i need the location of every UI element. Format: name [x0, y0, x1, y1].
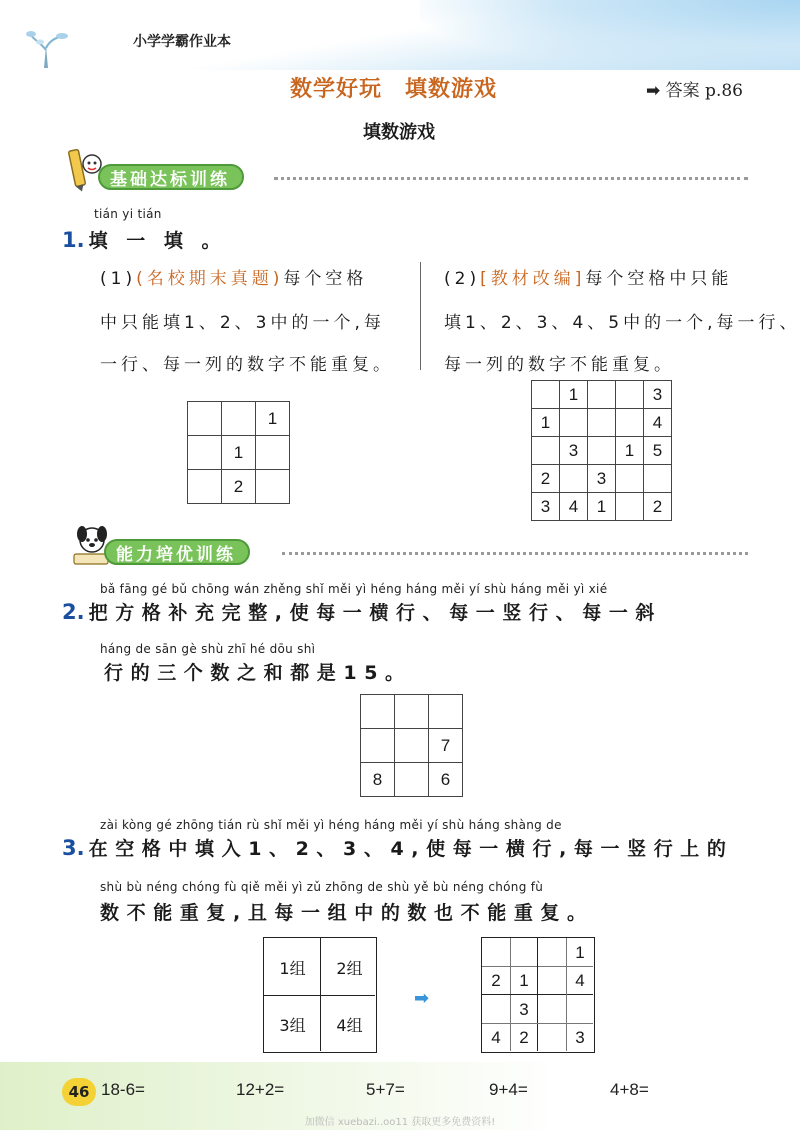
grid-cell: 4 — [491, 1028, 501, 1047]
grid-cell — [588, 409, 616, 437]
q3-pinyin-line1: zài kòng gé zhōng tián rù shǐ měi yì héng háng měi yí shù háng shàng de — [100, 818, 562, 832]
grid-cell: 3 — [532, 493, 560, 521]
q1-part2-line3: 每一列的数字不能重复。 — [444, 355, 675, 375]
grid-cell — [616, 409, 644, 437]
tree-icon — [22, 28, 72, 70]
grid-row — [188, 436, 290, 470]
grid-cell — [588, 381, 616, 409]
grid-cell — [256, 470, 290, 504]
arrow-right-icon: ➡ — [646, 81, 661, 101]
grid-cell: 1 — [588, 493, 616, 521]
grid-cell — [482, 995, 510, 1024]
q1-part2-line1 — [444, 264, 732, 289]
grid-cell: 3 — [575, 1028, 585, 1047]
series-title: 小学学霸作业本 — [133, 34, 231, 50]
grid-cell — [222, 402, 256, 436]
q1-number: 1. — [62, 228, 85, 252]
grid-row — [532, 381, 672, 409]
top-band — [0, 0, 800, 70]
grid-cell — [429, 695, 463, 729]
group-1-label: 1组 — [279, 958, 306, 978]
grid-cell — [482, 938, 510, 967]
section-basic-banner — [98, 161, 244, 193]
grid-cell — [395, 729, 429, 763]
grid-cell — [361, 729, 395, 763]
grid-cell: 2 — [644, 493, 672, 521]
group-line — [482, 994, 593, 995]
grid-cell: 2 — [491, 971, 501, 990]
grid-cell — [616, 493, 644, 521]
group-divider-horizontal — [264, 995, 375, 996]
q1-part1-line3: 一行、每一列的数字不能重复。 — [100, 355, 394, 375]
q3-line1 — [62, 834, 734, 861]
q1-part1-label: (1) — [100, 269, 137, 289]
grid-row — [532, 465, 672, 493]
q3-answer-grid — [481, 937, 595, 1053]
q1-column-divider — [420, 262, 421, 370]
grid-row — [361, 763, 463, 797]
q3-text1: 在空格中填入1、2、3、4,使每一横行,每一竖行上的 — [88, 838, 734, 860]
grid-cell: 7 — [429, 729, 463, 763]
q2-text1: 把方格补充完整,使每一横行、每一竖行、每一斜 — [88, 602, 663, 624]
q3-pinyin-line2: shù bù néng chóng fù qiě měi yì zǔ zhōng de shù yě bù néng chóng fù — [100, 880, 544, 894]
grid-cell — [532, 437, 560, 465]
q2-pinyin-line2: háng de sān gè shù zhī hé dōu shì — [100, 642, 316, 656]
calc-item: 4+8= — [610, 1080, 649, 1099]
calc-item: 18-6= — [101, 1080, 145, 1099]
grid-cell: 1 — [532, 409, 560, 437]
grid-cell: 2 — [532, 465, 560, 493]
grid-cell: 2 — [519, 1028, 529, 1047]
grid-cell: 3 — [519, 999, 529, 1019]
q1-part2-line2: 填1、2、3、4、5中的一个,每一行、 — [444, 313, 800, 333]
q1-part1-source: (名校期末真题) — [136, 269, 284, 289]
grid-cell: 6 — [429, 763, 463, 797]
q3-line2: 数不能重复,且每一组中的数也不能重复。 — [100, 902, 594, 924]
grid-cell: 1 — [256, 402, 290, 436]
grid-cell: 1 — [616, 437, 644, 465]
q1-part2-source: [教材改编] — [480, 269, 586, 289]
grid-row — [361, 729, 463, 763]
q1-part1-line1 — [100, 264, 367, 289]
header-title: 数学好玩 填数游戏 — [290, 77, 498, 102]
q1-part1-line2: 中只能填1、2、3中的一个,每 — [100, 313, 385, 333]
grid-cell — [566, 995, 594, 1024]
q1-text: 填 一 填 。 — [88, 230, 227, 252]
grid-cell: 3 — [560, 437, 588, 465]
q1-title — [62, 226, 226, 253]
grid-cell — [188, 470, 222, 504]
grid-cell — [538, 967, 566, 996]
q1-part2-label: (2) — [444, 269, 481, 289]
grid-row — [532, 493, 672, 521]
grid-cell: 4 — [644, 409, 672, 437]
grid-cell: 3 — [644, 381, 672, 409]
grid-cell — [510, 938, 538, 967]
grid-cell: 1 — [560, 381, 588, 409]
grid-cell — [538, 995, 566, 1024]
calc-item: 12+2= — [236, 1080, 285, 1099]
section-advanced-banner — [104, 536, 250, 568]
grid-cell — [644, 465, 672, 493]
grid-cell — [256, 436, 290, 470]
grid-cell — [188, 402, 222, 436]
q2-line2: 行的三个数之和都是15。 — [104, 662, 412, 684]
section-basic-title: 基础达标训练 — [98, 164, 244, 190]
q1-pinyin: tián yi tián — [94, 207, 162, 221]
q2-number: 2. — [62, 600, 85, 624]
grid-row — [188, 402, 290, 436]
grid-cell: 4 — [560, 493, 588, 521]
grid-cell — [560, 465, 588, 493]
page-number-badge: 46 — [62, 1078, 96, 1106]
grid-cell — [616, 381, 644, 409]
q1-part2-text1: 每个空格中只能 — [585, 269, 733, 289]
grid-cell: 1 — [575, 942, 585, 962]
grid-cell — [560, 409, 588, 437]
top-wave — [420, 0, 800, 70]
calc-item: 9+4= — [489, 1080, 528, 1099]
arrow-right-icon: ➡ — [414, 988, 430, 1009]
grid-cell: 1 — [222, 436, 256, 470]
grid-cell — [538, 1024, 566, 1053]
answer-page: 答案 p.86 — [665, 81, 743, 101]
section-advanced-divider — [282, 552, 748, 555]
q3-group-diagram — [263, 937, 377, 1053]
grid-cell: 5 — [644, 437, 672, 465]
watermark-text: 加微信 xuebazi..oo11 获取更多免费资料! — [304, 1117, 496, 1128]
grid-row — [532, 437, 672, 465]
grid-cell: 8 — [361, 763, 395, 797]
grid-row — [361, 695, 463, 729]
grid-cell — [538, 938, 566, 967]
grid-cell — [395, 763, 429, 797]
grid-row — [188, 470, 290, 504]
grid-line — [482, 1023, 593, 1024]
group-3-label: 3组 — [279, 1015, 306, 1035]
lesson-title: 填数游戏 — [363, 122, 435, 143]
grid-cell: 4 — [575, 971, 585, 990]
grid-cell: 3 — [588, 465, 616, 493]
grid-cell: 1 — [519, 971, 529, 990]
q1-part1-text1: 每个空格 — [283, 269, 368, 289]
grid-row — [532, 409, 672, 437]
calc-item: 5+7= — [366, 1080, 405, 1099]
grid-cell — [616, 465, 644, 493]
q2-pinyin-line1: bǎ fāng gé bǔ chōng wán zhěng shǐ měi yì héng háng měi yí shù háng měi yì xié — [100, 582, 608, 596]
q2-line1 — [62, 598, 662, 625]
q1-part1-grid — [187, 401, 290, 504]
section-advanced-title: 能力培优训练 — [104, 539, 250, 565]
q1-part2-grid — [531, 380, 672, 521]
grid-cell — [395, 695, 429, 729]
answer-reference — [646, 76, 743, 101]
q2-magic-square-grid — [360, 694, 463, 797]
grid-cell — [361, 695, 395, 729]
grid-cell — [532, 381, 560, 409]
q3-number: 3. — [62, 836, 85, 860]
group-4-label: 4组 — [336, 1015, 363, 1035]
grid-line — [566, 938, 567, 1051]
section-basic-divider — [274, 177, 748, 180]
grid-cell — [188, 436, 222, 470]
grid-cell — [588, 437, 616, 465]
grid-cell: 2 — [222, 470, 256, 504]
group-2-label: 2组 — [336, 958, 363, 978]
